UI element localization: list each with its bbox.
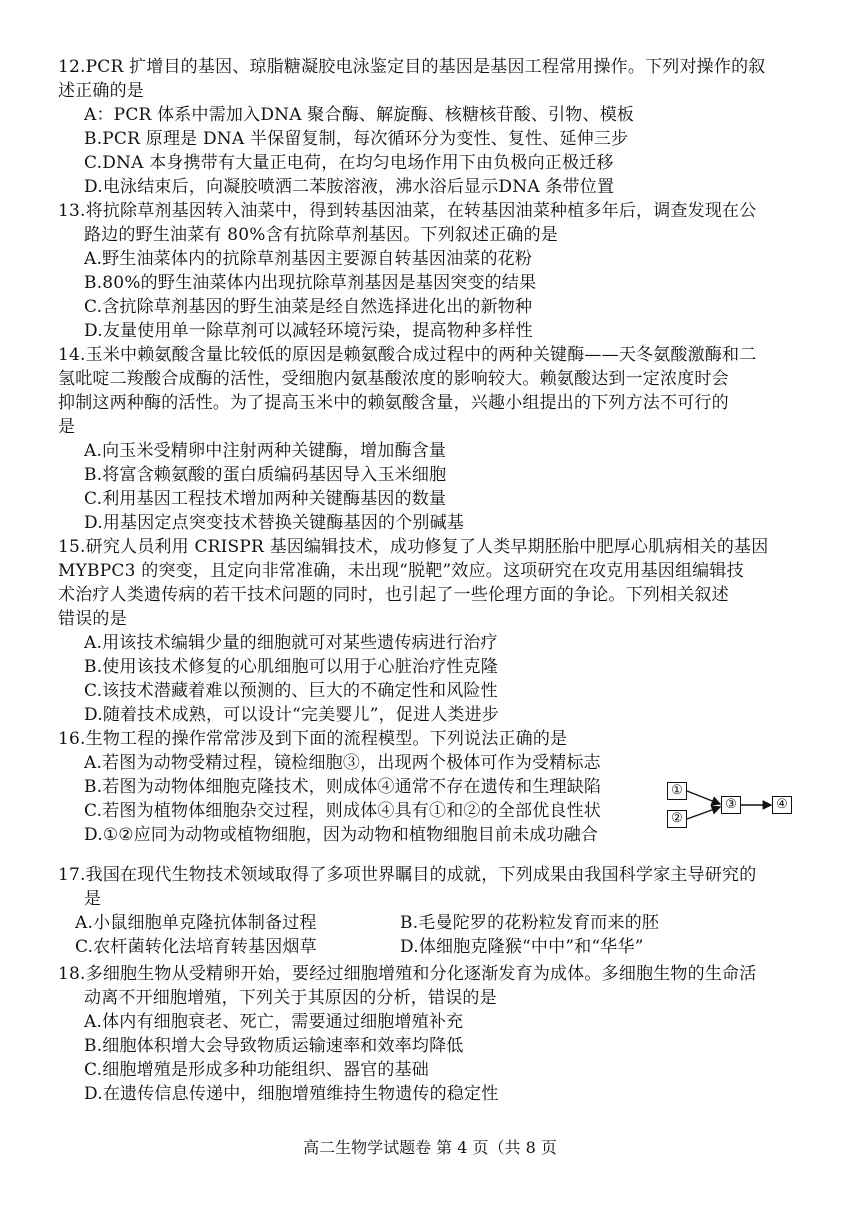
q15-stem-line3: 术治疗人类遗传病的若干技术问题的同时，也引起了一些伦理方面的争论。下列相关叙述 [58,585,729,605]
flow-model-diagram [667,777,797,837]
q12-stem-line1: 12.PCR 扩增目的基因、琼脂糖凝胶电泳鉴定目的基因是基因工程常用操作。下列对操作的叙 [58,57,766,77]
q12-option-a: A：PCR 体系中需加入DNA 聚合酶、解旋酶、核糖核苷酸、引物、模板 [84,105,635,125]
q15-option-c: C.该技术潜藏着难以预测的、巨大的不确定性和风险性 [84,681,498,701]
q13-stem-line1: 13.将抗除草剂基因转入油菜中，得到转基因油菜，在转基因油菜种植多年后，调查发现在公 [58,201,757,221]
q16-option-d: D.①②应同为动物或植物细胞，因为动物和植物细胞目前未成功融合 [84,825,599,845]
q17-option-c: C.农杆菌转化法培育转基因烟草 [75,937,317,957]
q12-option-b: B.PCR 原理是 DNA 半保留复制，每次循环分为变性、复性、延伸三步 [84,129,629,149]
q16-option-b: B.若图为动物体细胞克隆技术，则成体④通常不存在遗传和生理缺陷 [84,777,602,797]
q13-option-b: B.80%的野生油菜体内出现抗除草剂基因是基因突变的结果 [84,273,537,293]
q16-option-c: C.若图为植物体细胞杂交过程，则成体④具有①和②的全部优良性状 [84,801,602,821]
q13-option-c: C.含抗除草剂基因的野生油菜是经自然选择进化出的新物种 [84,297,533,317]
q18-stem-line1: 18.多细胞生物从受精卵开始，要经过细胞增殖和分化逐渐发育为成体。多细胞生物的生命活 [58,964,757,984]
q14-stem-line3: 抑制这两种酶的活性。为了提高玉米中的赖氨酸含量，兴趣小组提出的下列方法不可行的 [58,393,729,413]
q17-stem-line1: 17.我国在现代生物技术领域取得了多项世界瞩目的成就，下列成果由我国科学家主导研究的 [58,865,757,885]
diagram-box-3: ③ [721,796,741,814]
q14-option-d: D.用基因定点突变技术替换关键酶基因的个别碱基 [84,513,465,533]
q18-option-c: C.细胞增殖是形成多种功能组织、器官的基础 [84,1060,430,1080]
q15-stem-line1: 15.研究人员利用 CRISPR 基因编辑技术，成功修复了人类早期胚胎中肥厚心肌病相关的基因 [58,537,769,557]
q15-option-b: B.使用该技术修复的心肌细胞可以用于心脏治疗性克隆 [84,657,498,677]
q14-option-c: C.利用基因工程技术增加两种关键酶基因的数量 [84,489,447,509]
diagram-box-2: ② [667,810,687,828]
q18-stem-line2: 动离不开细胞增殖，下列关于其原因的分析，错误的是 [84,988,497,1008]
q15-stem-line4: 错误的是 [58,609,127,629]
q15-option-d: D.随着技术成熟，可以设计“完美婴儿”，促进人类进步 [84,705,500,725]
q17-option-a: A.小鼠细胞单克隆抗体制备过程 [75,913,317,933]
q14-stem-line4: 是 [58,417,76,437]
q12-option-d: D.电泳结束后，向凝胶喷洒二苯胺溶液，沸水浴后显示DNA 条带位置 [84,177,615,197]
q13-stem-line2: 路边的野生油菜有 80%含有抗除草剂基因。下列叙述正确的是 [84,225,558,245]
q12-option-c: C.DNA 本身携带有大量正电荷，在均匀电场作用下由负极向正极迁移 [84,153,614,173]
diagram-arrows [667,777,797,837]
q14-option-a: A.向玉米受精卵中注射两种关键酶，增加酶含量 [84,441,447,461]
q13-option-a: A.野生油菜体内的抗除草剂基因主要源自转基因油菜的花粉 [84,249,533,269]
q12-stem-line2: 述正确的是 [58,81,144,101]
q14-stem-line1: 14.玉米中赖氨酸含量比较低的原因是赖氨酸合成过程中的两种关键酶——天冬氨酸激酶和二 [58,345,757,365]
q15-option-a: A.用该技术编辑少量的细胞就可对某些遗传病进行治疗 [84,633,498,653]
arrow-2-to-3 [687,807,720,819]
q18-option-a: A.体内有细胞衰老、死亡，需要通过细胞增殖补充 [84,1012,464,1032]
q18-option-b: B.细胞体积增大会导致物质运输速率和效率均降低 [84,1036,464,1056]
q14-option-b: B.将富含赖氨酸的蛋白质编码基因导入玉米细胞 [84,465,447,485]
q14-stem-line2: 氢吡啶二羧酸合成酶的活性，受细胞内氨基酸浓度的影响较大。赖氨酸达到一定浓度时会 [58,369,729,389]
q16-option-a: A.若图为动物受精过程，镜检细胞③，出现两个极体可作为受精标志 [84,753,601,773]
diagram-box-1: ① [667,782,687,800]
q13-option-d: D.友量使用单一除草剂可以减轻环境污染，提高物种多样性 [84,321,533,341]
q17-stem-line2: 是 [84,889,102,909]
q17-option-d: D.体细胞克隆猴“中中”和“华华” [400,937,644,957]
diagram-box-4: ④ [772,796,792,814]
q15-stem-line2: MYBPC3 的突变，且定向非常准确，未出现“脱靶”效应。这项研究在攻克用基因组编辑技 [58,561,744,581]
q17-option-b: B.毛曼陀罗的花粉粒发育而来的胚 [400,913,660,933]
q16-stem-line1: 16.生物工程的操作常常涉及到下面的流程模型。下列说法正确的是 [58,729,568,749]
page-footer: 高二生物学试题卷 第 4 页（共 8 页 [303,1138,557,1157]
q18-option-d: D.在遗传信息传递中，细胞增殖维持生物遗传的稳定性 [84,1084,499,1104]
arrow-1-to-3 [687,791,720,804]
